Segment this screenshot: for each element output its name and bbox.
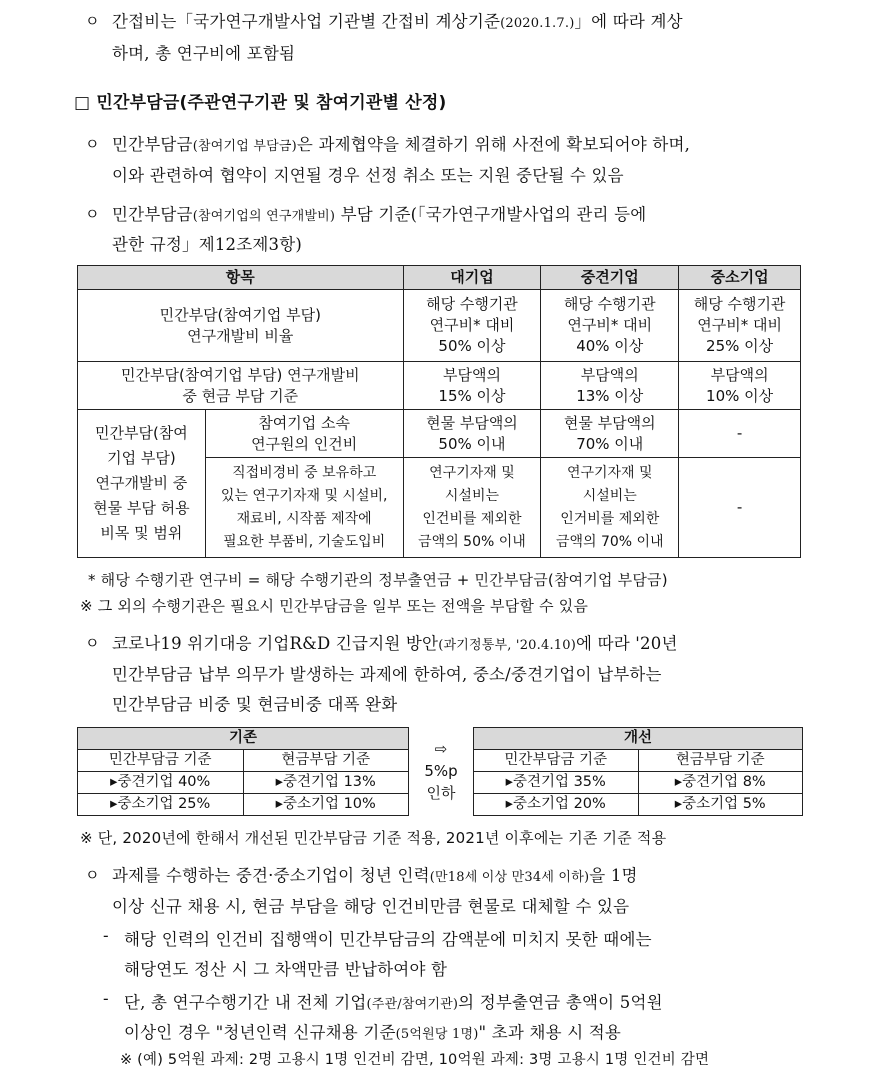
row2-large: 부담액의 15% 이상	[403, 362, 541, 410]
bullet-icon: ㅇ	[85, 634, 100, 652]
row3-sub1-label: 참여기업 소속 연구원의 인건비	[205, 410, 403, 458]
dash-icon: -	[103, 989, 109, 1008]
improved-r2c1: ▸중소기업 20%	[474, 794, 639, 816]
row3-group-label: 민간부담(참여 기업 부담) 연구개발비 중 현물 부담 허용 비목 및 범위	[78, 410, 206, 558]
improved-col2: 현금부담 기준	[638, 750, 802, 772]
note-2020-only: ※ 단, 2020년에 한해서 개선된 민간부담금 기준 적용, 2021년 이후에는 기존 기준 적용	[80, 829, 667, 847]
row3-sub1-mid: 현물 부담액의 70% 이내	[541, 410, 679, 458]
dash-icon: -	[103, 926, 109, 945]
header-mid: 중견기업	[541, 266, 679, 290]
row3-sub2-label: 직접비경비 중 보유하고 있는 연구기자재 및 시설비, 재료비, 시작품 제작에 필요한 부품비, 기술도입비	[205, 458, 403, 558]
para4-line3: 민간부담금 비중 및 현금비중 대폭 완화	[112, 695, 398, 714]
row3-sub2-mid: 연구기자재 및 시설비는 인거비를 제외한 금액의 70% 이내	[541, 458, 679, 558]
burden-table	[77, 265, 801, 558]
arrow-line2: 인하	[426, 784, 456, 802]
row3-sub2-small: -	[679, 458, 801, 558]
improved-r1c1: ▸중견기업 35%	[474, 772, 639, 794]
para4-line1: 코로나19 위기대응 기업R&D 긴급지원 방안(과기정통부, '20.4.10)에 따라 '20년	[112, 634, 678, 653]
row1-large: 해당 수행기관 연구비* 대비 50% 이상	[403, 290, 541, 362]
row2-label: 민간부담(참여기업 부담) 연구개발비 중 현금 부담 기준	[78, 362, 404, 410]
row1-mid: 해당 수행기관 연구비* 대비 40% 이상	[541, 290, 679, 362]
bullet-icon: ㅇ	[85, 135, 100, 153]
row1-small: 해당 수행기관 연구비* 대비 25% 이상	[679, 290, 801, 362]
example-note: ※ (예) 5억원 과제: 2명 고용시 1명 인건비 감면, 10억원 과제: 3명 고용시 1명 인건비 감면	[120, 1052, 710, 1068]
dash2-line2: 이상인 경우 "청년인력 신규채용 기준(5억원당 1명)" 초과 채용 시 적용	[124, 1023, 622, 1042]
row2-small: 부담액의 10% 이상	[679, 362, 801, 410]
para2-line1: 민간부담금(참여기업 부담금)은 과제협약을 체결하기 위해 사전에 확보되어야 하며,	[112, 135, 691, 154]
improved-table	[473, 727, 803, 816]
improved-r1c2: ▸중견기업 8%	[638, 772, 802, 794]
bullet-icon: ㅇ	[85, 866, 100, 884]
para3-line1: 민간부담금(참여기업의 연구개발비) 부담 기준(「국가연구개발사업의 관리 등에	[112, 205, 647, 224]
note-definition: * 해당 수행기관 연구비 = 해당 수행기관의 정부출연금 + 민간부담금(참여기업 부담금)	[88, 571, 668, 589]
dash2-line1: 단, 총 연구수행기간 내 전체 기업(주관/참여기관)의 정부출연금 총액이 5억원	[124, 993, 663, 1012]
bullet-icon: ㅇ	[85, 205, 100, 223]
header-small: 중소기업	[679, 266, 801, 290]
header-item: 항목	[78, 266, 404, 290]
right-arrow-icon: ⇨	[434, 740, 448, 758]
section-heading	[74, 88, 447, 113]
existing-col2: 현금부담 기준	[243, 750, 409, 772]
existing-r1c1: ▸중견기업 40%	[78, 772, 244, 794]
row3-sub2-large: 연구기자재 및 시설비는 인건비를 제외한 금액의 50% 이내	[403, 458, 541, 558]
existing-r1c2: ▸중견기업 13%	[243, 772, 409, 794]
checkbox-square-icon: □	[74, 93, 91, 113]
improved-title: 개선	[474, 728, 803, 750]
section-heading-text: 민간부담금(주관연구기관 및 참여기관별 산정)	[96, 93, 447, 113]
existing-r2c1: ▸중소기업 25%	[78, 794, 244, 816]
existing-title: 기존	[78, 728, 409, 750]
para5-line1: 과제를 수행하는 중견·중소기업이 청년 인력(만18세 이상 만34세 이하)을 1명	[112, 866, 638, 885]
arrow-block	[415, 738, 467, 804]
row3-sub1-large: 현물 부담액의 50% 이내	[403, 410, 541, 458]
para1-line1: 간접비는「국가연구개발사업 기관별 간접비 계상기준(2020.1.7.)」에 따라 계상	[112, 12, 683, 31]
dash1-line2: 해당연도 정산 시 그 차액만큼 반납하여야 함	[124, 960, 448, 979]
row3-sub1-small: -	[679, 410, 801, 458]
improved-r2c2: ▸중소기업 5%	[638, 794, 802, 816]
para5-line2: 이상 신규 채용 시, 현금 부담을 해당 인건비만큼 현물로 대체할 수 있음	[112, 897, 630, 916]
para3-line2: 관한 규정」제12조제3항)	[112, 235, 302, 254]
para2-line2: 이와 관련하여 협약이 지연될 경우 선정 취소 또는 지원 중단될 수 있음	[112, 166, 624, 185]
para1-line2: 하며, 총 연구비에 포함됨	[112, 44, 296, 63]
dash1-line1: 해당 인력의 인건비 집행액이 민간부담금의 감액분에 미치지 못한 때에는	[124, 930, 652, 949]
improved-col1: 민간부담금 기준	[474, 750, 639, 772]
existing-r2c2: ▸중소기업 10%	[243, 794, 409, 816]
existing-col1: 민간부담금 기준	[78, 750, 244, 772]
note-other-agencies: ※ 그 외의 수행기관은 필요시 민간부담금을 일부 또는 전액을 부담할 수 있음	[80, 597, 589, 615]
arrow-line1: 5%p	[424, 762, 458, 780]
row2-mid: 부담액의 13% 이상	[541, 362, 679, 410]
header-large: 대기업	[403, 266, 541, 290]
row1-label: 민간부담(참여기업 부담) 연구개발비 비율	[78, 290, 404, 362]
bullet-icon: ㅇ	[85, 12, 100, 30]
existing-table	[77, 727, 409, 816]
para4-line2: 민간부담금 납부 의무가 발생하는 과제에 한하여, 중소/중견기업이 납부하는	[112, 665, 662, 684]
